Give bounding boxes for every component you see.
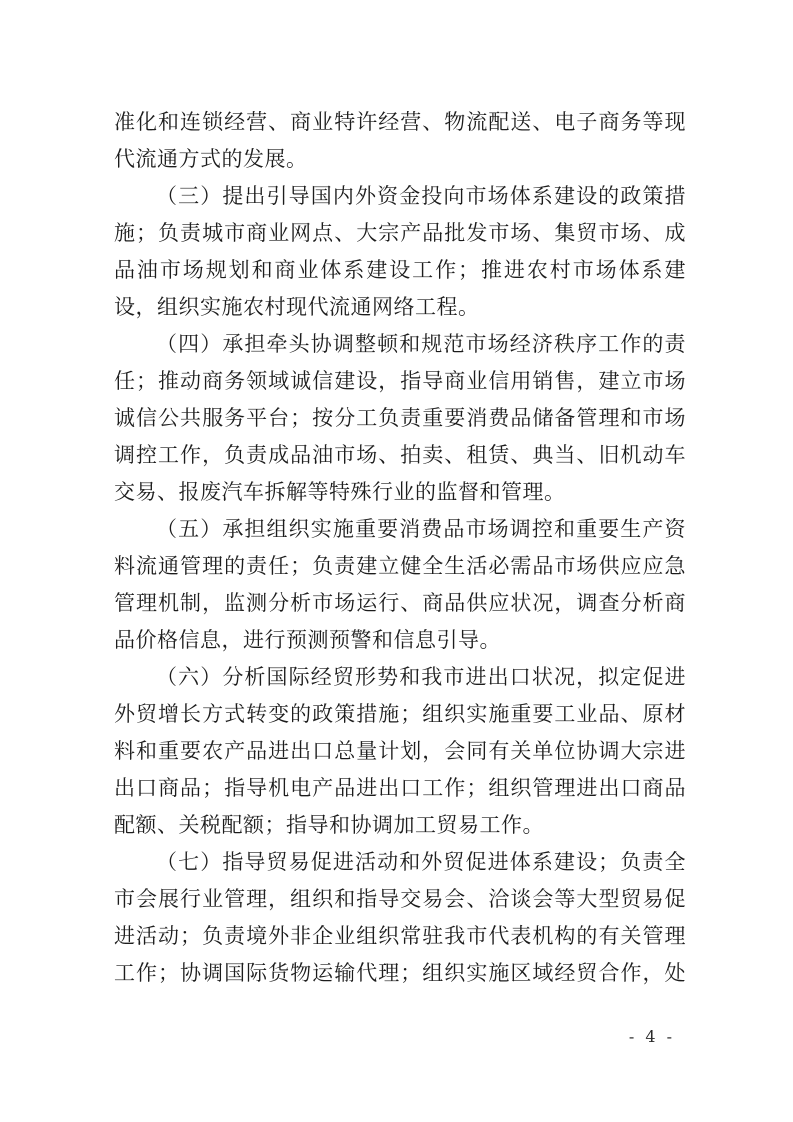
body-line: （四）承担牵头协调整顿和规范市场经济秩序工作的责 [156,332,686,356]
body-line: （六）分析国际经贸形势和我市进出口状况，拟定促进 [156,665,686,689]
body-line: 施；负责城市商业网点、大宗产品批发市场、集贸市场、成 [114,221,686,245]
body-line: 代流通方式的发展。 [114,147,308,171]
body-line: 工作；协调国际货物运输代理；组织实施区域经贸合作，处 [114,961,686,985]
body-line: 调控工作，负责成品油市场、拍卖、租赁、典当、旧机动车 [114,443,686,467]
body-line: （五）承担组织实施重要消费品市场调控和重要生产资 [156,517,686,541]
body-line: 品价格信息，进行预测预警和信息引导。 [114,628,501,652]
document-body [114,104,686,992]
body-line: 料和重要农产品进出口总量计划，会同有关单位协调大宗进 [114,739,686,763]
body-line: （七）指导贸易促进活动和外贸促进体系建设；负责全 [156,850,686,874]
body-line: 准化和连锁经营、商业特许经营、物流配送、电子商务等现 [114,110,686,134]
body-line: 出口商品；指导机电产品进出口工作；组织管理进出口商品 [114,776,686,800]
page-number: - 4 - [628,1027,675,1046]
body-line: 交易、报废汽车拆解等特殊行业的监督和管理。 [114,480,566,504]
body-line: 诚信公共服务平台；按分工负责重要消费品储备管理和市场 [114,406,686,430]
body-line: 配额、关税配额；指导和协调加工贸易工作。 [114,813,544,837]
body-line: 外贸增长方式转变的政策措施；组织实施重要工业品、原材 [114,702,686,726]
body-line: 品油市场规划和商业体系建设工作；推进农村市场体系建 [114,258,686,282]
body-line: 进活动；负责境外非企业组织常驻我市代表机构的有关管理 [114,924,686,948]
body-line: 料流通管理的责任；负责建立健全生活必需品市场供应应急 [114,554,686,578]
body-line: 设，组织实施农村现代流通网络工程。 [114,295,480,319]
body-line: 市会展行业管理，组织和指导交易会、洽谈会等大型贸易促 [114,887,686,911]
body-line: 任；推动商务领域诚信建设，指导商业信用销售，建立市场 [114,369,686,393]
body-line: （三）提出引导国内外资金投向市场体系建设的政策措 [156,184,686,208]
body-line: 管理机制，监测分析市场运行、商品供应状况，调查分析商 [114,591,686,615]
